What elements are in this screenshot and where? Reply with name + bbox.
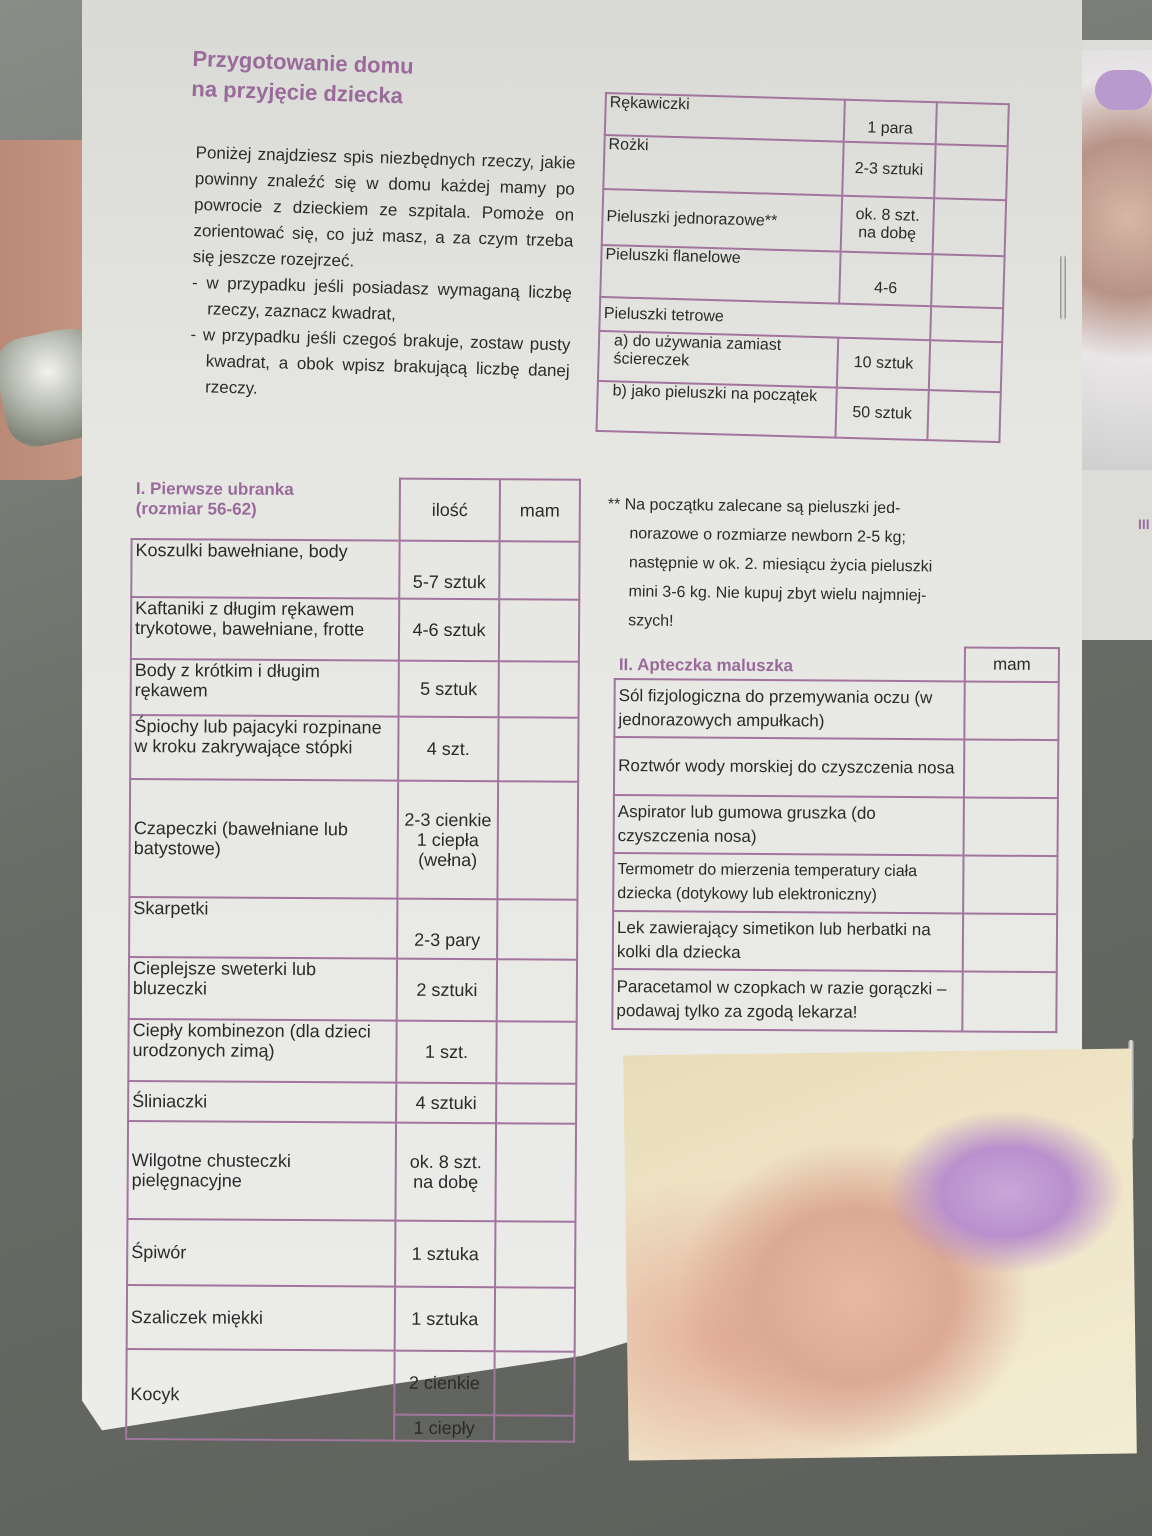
checkbox-cell[interactable]	[963, 855, 1057, 914]
table-row: Body z krótkim i długim rękawem 5 sztuk	[131, 659, 579, 718]
table-row: Pieluszki tetrowe	[599, 297, 1003, 342]
table-row: Paracetamol w czopkach w razie gorączki – podawaj tylko za zgodą lekarza!	[612, 969, 1056, 1032]
intro-bullet: - w przypadku jeśli czegoś brakuje, zostaw pusty kwadrat, a obok wpisz brakującą liczbę danej rzeczy.	[190, 324, 571, 398]
checkbox-cell[interactable]	[934, 144, 1007, 200]
table-row: Pieluszki jednorazowe** ok. 8 szt. na dobę	[602, 189, 1006, 256]
checkbox-cell[interactable]	[933, 198, 1007, 256]
checkbox-cell[interactable]	[496, 1021, 576, 1083]
table-row: Skarpetki 2-3 pary	[129, 897, 577, 960]
table-row: 1 ciepły	[126, 1413, 574, 1442]
column-header-mam: mam	[500, 479, 580, 541]
intro-bullet: - w przypadku jeśli posiadasz wymaganą liczbę rzeczy, zaznacz kwadrat,	[191, 272, 573, 324]
checkbox-cell[interactable]	[936, 102, 1009, 146]
checkbox-cell[interactable]	[497, 959, 577, 1021]
table-row: b) jako pieluszki na początek 50 sztuk	[597, 381, 1001, 442]
column-header-mam: mam	[965, 647, 1059, 682]
checkbox-cell[interactable]	[495, 1221, 575, 1287]
table-row: Cieplejsze sweterki lub bluzeczki 2 sztuki	[129, 957, 577, 1022]
table-row: Kocyk 2 cienkie	[126, 1349, 574, 1416]
checkbox-cell[interactable]	[497, 899, 577, 959]
checkbox-cell[interactable]	[964, 739, 1058, 798]
headband-bow	[1095, 70, 1152, 110]
table-row: Śpiochy lub pajacyki rozpinane w kroku zakrywające stópki 4 szt.	[130, 715, 578, 782]
clothes-checklist-table	[125, 476, 581, 1443]
checkbox-cell[interactable]	[930, 306, 1003, 342]
table-row: Roztwór wody morskiej do czyszczenia nosa	[614, 737, 1058, 798]
table-row: Kaftaniki z długim rękawem trykotowe, bawełniane, frotte 4-6 sztuk	[131, 597, 579, 662]
table-row: Aspirator lub gumowa gruszka (do czyszczenia nosa)	[614, 795, 1058, 856]
checkbox-cell[interactable]	[964, 681, 1058, 740]
table-row: a) do używania zamiast ściereczek 10 sztuk	[598, 331, 1002, 392]
checkbox-cell[interactable]	[494, 1415, 574, 1441]
table-row: Koszulki bawełniane, body 5-7 sztuk	[131, 539, 579, 600]
checkbox-cell[interactable]	[931, 254, 1004, 308]
table-row: Rękawiczki 1 para	[605, 93, 1009, 146]
table-row: Lek zawierający simetikon lub herbatki na kolki dla dziecka	[613, 911, 1057, 972]
clothes-checklist-continued-table	[596, 92, 1010, 443]
intro-paragraph: Poniżej znajdziesz spis niezbędnych rzeczy, jakie powinny znaleźć się w domu każdej mamy po powrocie z dzieckiem ze szpitala. Pomoże on zorientować się, co już masz, a za czym trzeba się jeszcze rozejrzeć.	[192, 142, 576, 271]
column-header-qty: ilość	[400, 479, 500, 542]
checkbox-cell[interactable]	[929, 340, 1002, 392]
checkbox-cell[interactable]	[927, 390, 1000, 442]
checkbox-cell[interactable]	[495, 1287, 575, 1351]
checkbox-cell[interactable]	[499, 661, 579, 717]
checkbox-cell[interactable]	[963, 913, 1057, 972]
checkbox-cell[interactable]	[496, 1083, 576, 1123]
diaper-footnote: ** Na początku zalecane są pieluszki jed- norazowe o rozmiarze newborn 2-5 kg; następnie w ok. 2. miesiącu życia pieluszki mini 3-6 kg. Nie kupuj zbyt wielu najmniej- szych!	[607, 495, 933, 630]
section-title: I. Pierwsze ubranka (rozmiar 56-62)	[135, 479, 294, 519]
table-row: Szaliczek miękki 1 sztuka	[127, 1285, 575, 1352]
table-row: Pieluszki flanelowe 4-6	[600, 245, 1004, 308]
first-aid-checklist-table	[611, 644, 1060, 1033]
table-row: Śpiwór 1 sztuka	[127, 1219, 575, 1288]
page-title: Przygotowanie domu na przyjęcie dziecka	[191, 45, 415, 109]
checkbox-cell[interactable]	[962, 971, 1056, 1032]
table-row: Czapeczki (bawełniane lub batystowe) 2-3 cienkie 1 ciepła (wełna)	[129, 779, 578, 900]
next-page-heading: III	[1138, 516, 1150, 532]
staple-top	[1060, 255, 1066, 320]
checkbox-cell[interactable]	[494, 1351, 574, 1415]
checkbox-cell[interactable]	[499, 599, 579, 661]
table-row: Śliniaczki 4 sztuki	[128, 1081, 576, 1124]
intro-text	[189, 140, 576, 411]
table-row: Ciepły kombinezon (dla dzieci urodzonych zimą) 1 szt.	[128, 1019, 576, 1084]
checkbox-cell[interactable]	[964, 797, 1058, 856]
table-row: Termometr do mierzenia temperatury ciała dziecka (dotykowy lub elektroniczny)	[613, 853, 1057, 914]
checkbox-cell[interactable]	[499, 541, 579, 599]
table-row: Wilgotne chusteczki pielęgnacyjne ok. 8 szt. na dobę	[127, 1121, 576, 1222]
next-page-baby-photo	[1075, 50, 1152, 470]
table-row: Sól fizjologiczna do przemywania oczu (w jednorazowych ampułkach)	[614, 679, 1058, 740]
sleeping-baby-photo	[623, 1048, 1137, 1460]
checkbox-cell[interactable]	[495, 1123, 576, 1221]
checkbox-cell[interactable]	[498, 717, 578, 781]
table-row: Rożki 2-3 sztuki	[603, 135, 1007, 200]
checkbox-cell[interactable]	[497, 781, 578, 899]
section-title: II. Apteczka maluszka	[618, 654, 794, 675]
